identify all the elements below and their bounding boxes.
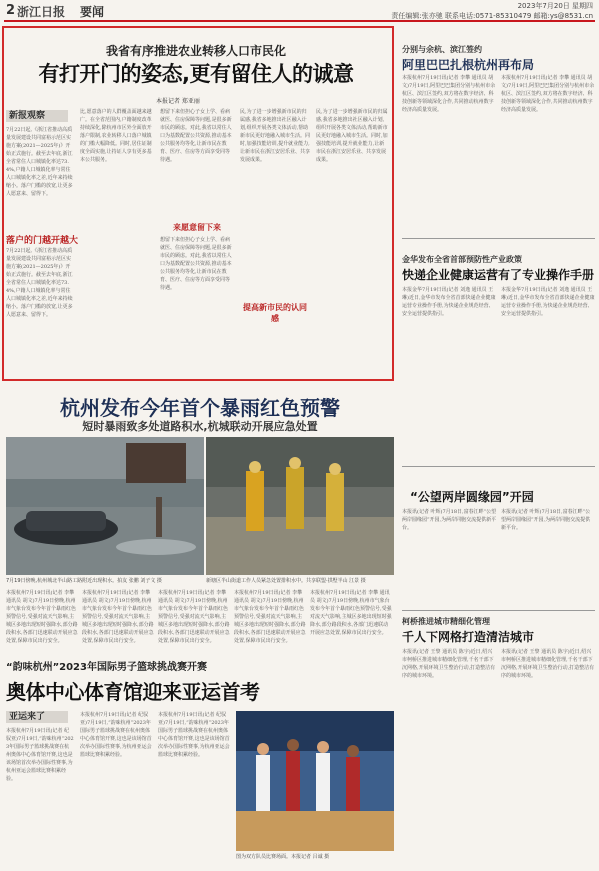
page-number: 2 <box>6 3 16 18</box>
section-name: 要闻 <box>80 5 105 19</box>
rainstorm-body-col4: 本报杭州7月19日讯(记者 李攀 通讯员 胡文)7月19日傍晚,杭州市气象台发布今年首个暴雨红色预警信号,受强对流天气影响,主城区多地出现短时强降水,部分路段积水,各部门迅速联动开展应急处置,保障市民出行安全。 <box>234 590 306 644</box>
keqiao-body-col2: 本报讯(记者 王黎 通讯员 陈宇)近日,绍兴市柯桥区推进城市精细化管理,千名干部下沉网格,开展环境卫生整治行动,打造整洁有序的城市环境。 <box>501 649 595 679</box>
feature-col2: 比,愿意落户的人群覆盖面越来越广。在全省范围内,户籍制度改革持续深化,除杭州市区外全面放开落户限制,农业转移人口落户城镇的门槛大幅降低。同时,居住证制度全面实施,让持证人享有更多基本公共服务。 <box>80 109 152 163</box>
masthead-rule <box>4 20 595 22</box>
flooded-street-photo <box>6 437 204 575</box>
basketball-game-photo <box>236 711 394 851</box>
feature-subhead-1: 落户的门越开越大 <box>6 236 79 246</box>
right-rule-3 <box>402 610 595 611</box>
keqiao-kicker: 柯桥推进城市精细化管理 <box>402 617 490 626</box>
feature-col5: 民,为了进一步增强新市民的归属感,我省多地推出社区融入计划,组织开展各类文体活动,帮助新市民更好地融入城市生活。同时,加强技能培训,提升就业能力,让新市民在浙江安居乐业、共享发展成果。 <box>316 109 388 163</box>
express-body-col1: 本报金华7月19日讯(记者 刘逸 通讯员 王琳)近日,金华市发布全省首部快递企业健康运营专业操作手册,为快递企业规范经营、安全运营提供指引。 <box>402 287 496 317</box>
rainstorm-body-col3: 本报杭州7月19日讯(记者 李攀 通讯员 胡文)7月19日傍晚,杭州市气象台发布今年首个暴雨红色预警信号,受强对流天气影响,主城区多地出现短时强降水,部分路段积水,各部门迅速联动开展应急处置,保障市民出行安全。 <box>158 590 230 644</box>
feature-col3-bottom: 想留下来但担心子女上学、看病就医、住房保障等问题,是很多新市民的顾虑。对此,我省以常住人口为基数配置公共资源,推动基本公共服务均等化,让新市民在教育、医疗、住房等方面享受同等待遇。 <box>160 237 232 291</box>
alibaba-body-col2: 本报杭州7月19日讯(记者 李攀 通讯员 胡文)7月19日,阿里巴巴集团分别与杭州市余杭区、滨江区签约,双方将在数字经济、科技创新等领域深化合作,共同推动杭州数字经济高质量发展。 <box>501 75 595 113</box>
editor-line: 责任编辑:张亦驰 联系电话:0571-85310479 邮箱:ys@8531.cn <box>391 12 593 20</box>
rainstorm-headline: 杭州发布今年首个暴雨红色预警 <box>60 396 340 420</box>
rainstorm-body-col2: 本报杭州7月19日讯(记者 李攀 通讯员 胡文)7月19日傍晚,杭州市气象台发布今年首个暴雨红色预警信号,受强对流天气影响,主城区多地出现短时强降水,部分路段积水,各部门迅速联动开展应急处置,保障市民出行安全。 <box>82 590 154 644</box>
alibaba-headline: 阿里巴巴扎根杭州再布局 <box>402 58 535 72</box>
asian-games-tag: 亚运来了 <box>6 711 68 723</box>
park-body-col1: 本报讯(记者 叶辉)7月18日,富春江畔“公望两岸圆缘园”开园,为两岸同胞交流提供新平台。 <box>402 509 497 531</box>
feature-col1-top: 7月22日起,《浙江省推动高质量发展建设共同富裕示范区实施方案(2021—2025年)》开始正式施行。截至去年底,浙江全省常住人口城镇化率达73.4%,户籍人口城镇化率与常住人口城镇化率之差,近年来持续缩小。落户门槛的放宽,让更多人愿意来、留得下。 <box>6 127 73 197</box>
keqiao-body-col1: 本报讯(记者 王黎 通讯员 陈宇)近日,绍兴市柯桥区推进城市精细化管理,千名干部下沉网格,开展环境卫生整治行动,打造整洁有序的城市环境。 <box>402 649 496 679</box>
feature-tag: 新报观察 <box>6 110 68 122</box>
rainstorm-subheadline: 短时暴雨致多处道路积水,杭城联动开展应急处置 <box>82 420 318 433</box>
express-headline: 快递企业健康运营有了专业操作手册 <box>402 268 595 282</box>
basketball-body-col1: 本报杭州7月19日讯(记者 纪驭亚)7月19日,“韵味杭州”2023年国际男子篮球挑战赛在杭州奥体中心体育馆开赛,这也是该场馆首次举办国际性赛事,为杭州亚运会篮球比赛积累经验。 <box>6 728 74 782</box>
basketball-headline: 奥体中心体育馆迎来亚运首考 <box>6 680 260 704</box>
rainstorm-body-col1: 本报杭州7月19日讯(记者 李攀 通讯员 胡文)7月19日傍晚,杭州市气象台发布今年首个暴雨红色预警信号,受强对流天气影响,主城区多地出现短时强降水,部分路段积水,各部门迅速联动开展应急处置,保障市民出行安全。 <box>6 590 78 644</box>
masthead-info <box>391 1 593 21</box>
basketball-body-col2: 本报杭州7月19日讯(记者 纪驭亚)7月19日,“韵味杭州”2023年国际男子篮球挑战赛在杭州奥体中心体育馆开赛,这也是该场馆首次举办国际性赛事,为杭州亚运会篮球比赛积累经验。 <box>80 712 152 758</box>
park-body-col2: 本报讯(记者 叶辉)7月18日,富春江畔“公望两岸圆缘园”开园,为两岸同胞交流提供新平台。 <box>501 509 591 531</box>
right-rule-2 <box>402 466 595 467</box>
paper-name: 浙江日报 <box>17 5 66 19</box>
feature-headline: 有打开门的姿态,更有留住人的诚意 <box>38 62 354 86</box>
feature-col4: 民,为了进一步增强新市民的归属感,我省多地推出社区融入计划,组织开展各类文体活动,帮助新市民更好地融入城市生活。同时,加强技能培训,提升就业能力,让新市民在浙江安居乐业、共享发展成果。 <box>240 109 310 163</box>
right-rule-1 <box>402 238 595 239</box>
basketball-body-col3: 本报杭州7月19日讯(记者 纪驭亚)7月19日,“韵味杭州”2023年国际男子篮球挑战赛在杭州奥体中心体育馆开赛,这也是该场馆首次举办国际性赛事,为杭州亚运会篮球比赛积累经验。 <box>158 712 230 758</box>
rainstorm-body-col5: 本报杭州7月19日讯(记者 李攀 通讯员 胡文)7月19日傍晚,杭州市气象台发布今年首个暴雨红色预警信号,受强对流天气影响,主城区多地出现短时强降水,部分路段积水,各部门迅速联动开展应急处置,保障市民出行安全。 <box>310 590 392 636</box>
feature-kicker: 我省有序推进农业转移人口市民化 <box>105 44 286 58</box>
keqiao-headline: 千人下网格打造清洁城市 <box>402 630 535 644</box>
date-line: 2023年7月20日 星期四 <box>517 2 593 10</box>
alibaba-kicker: 分别与余杭、滨江签约 <box>402 45 482 54</box>
feature-subhead-3: 提高新市民的认同感 <box>243 303 307 323</box>
express-kicker: 金华发布全省首部预防性产业政策 <box>402 255 522 264</box>
basketball-photo-caption: 图为双方队员比赛场面。本报记者 吕诚 摄 <box>236 854 330 860</box>
rainstorm-photo1-caption: 7月19日傍晚,杭州城北半山路工路附近出现积水。拍友 张鹏 刘子文 摄 <box>6 578 162 584</box>
basketball-kicker: “韵味杭州”2023年国际男子篮球挑战赛开赛 <box>6 662 207 673</box>
express-body-col2: 本报金华7月19日讯(记者 刘逸 通讯员 王琳)近日,金华市发布全省首部快递企业健康运营专业操作手册,为快递企业规范经营、安全运营提供指引。 <box>501 287 595 317</box>
feature-byline: 本报记者 郑亚丽 <box>156 98 200 105</box>
rescue-workers-photo <box>206 437 394 575</box>
park-headline: “公望两岸圆缘园”开园 <box>410 490 534 504</box>
rainstorm-photo2-caption: 新塘区半山街道工作人员紧急处置排积水中。共享联盟·拱墅半山 江景 摄 <box>206 578 366 584</box>
feature-subhead-2: 来愿意留下来 <box>173 223 221 232</box>
feature-col1-bottom: 7月22日起,《浙江省推动高质量发展建设共同富裕示范区实施方案(2021—2025年)》开始正式施行。截至去年底,浙江全省常住人口城镇化率达73.4%,户籍人口城镇化率与常住人口城镇化率之差,近年来持续缩小。落户门槛的放宽,让更多人愿意来、留得下。 <box>6 248 73 318</box>
feature-col3-top: 想留下来但担心子女上学、看病就医、住房保障等问题,是很多新市民的顾虑。对此,我省以常住人口为基数配置公共资源,推动基本公共服务均等化,让新市民在教育、医疗、住房等方面享受同等待遇。 <box>160 109 232 163</box>
alibaba-body-col1: 本报杭州7月19日讯(记者 李攀 通讯员 胡文)7月19日,阿里巴巴集团分别与杭州市余杭区、滨江区签约,双方将在数字经济、科技创新等领域深化合作,共同推动杭州数字经济高质量发展。 <box>402 75 496 113</box>
